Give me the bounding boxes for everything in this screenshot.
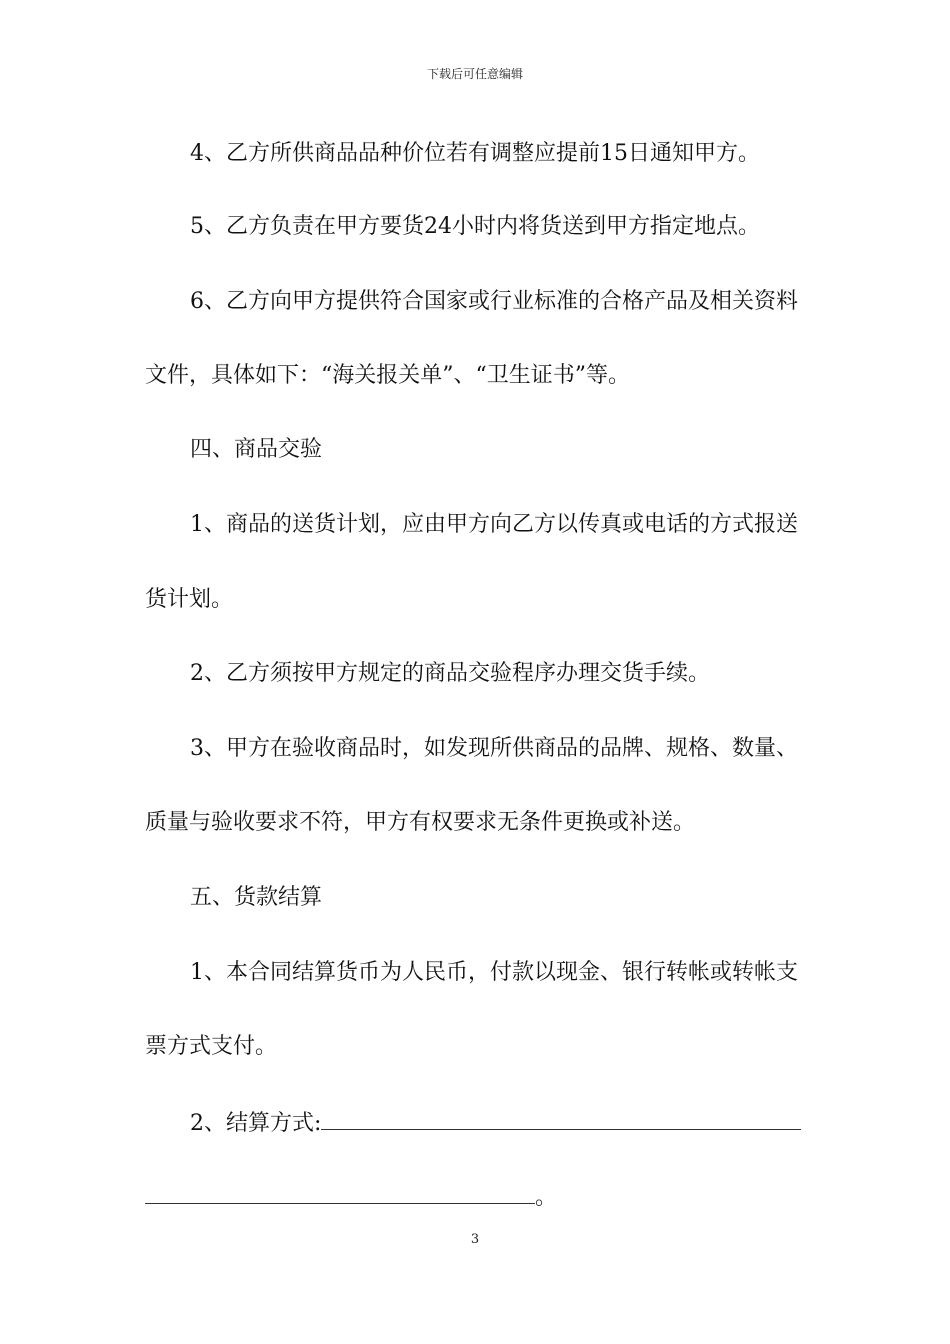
fill-in-blank[interactable] [321,1107,801,1130]
fill-in-line [145,1181,815,1213]
paragraph-line: 1、本合同结算货币为人民币，付款以现金、银行转帐或转帐支 [190,960,798,985]
paragraph-line: 5、乙方负责在甲方要货24小时内将货送到甲方指定地点。 [190,214,760,239]
section-heading: 四、商品交验 [190,437,323,462]
settlement-method-label: 2、结算方式: [190,1111,322,1136]
paragraph-line: 3、甲方在验收商品时，如发现所供商品的品牌、规格、数量、 [190,736,798,761]
paragraph-line: 1、商品的送货计划，应由甲方向乙方以传真或电话的方式报送 [190,512,798,537]
paragraph-line: 文件，具体如下：“海关报关单”、“卫生证书”等。 [145,363,630,388]
settlement-method-line [190,1107,815,1139]
page-header: 下载后可任意编辑 [426,67,523,81]
page-number: 3 [470,1232,480,1247]
end-punctuation: 。 [535,1185,558,1210]
paragraph-line: 4、乙方所供商品品种价位若有调整应提前15日通知甲方。 [190,141,760,166]
section-heading: 五、货款结算 [190,885,323,910]
paragraph-line: 质量与验收要求不符，甲方有权要求无条件更换或补送。 [145,810,696,835]
paragraph-line: 票方式支付。 [145,1034,278,1059]
paragraph-line: 6、乙方向甲方提供符合国家或行业标准的合格产品及相关资料 [190,289,798,314]
paragraph-line: 2、乙方须按甲方规定的商品交验程序办理交货手续。 [190,661,710,686]
paragraph-line: 货计划。 [145,587,234,612]
fill-in-blank[interactable] [145,1181,535,1204]
